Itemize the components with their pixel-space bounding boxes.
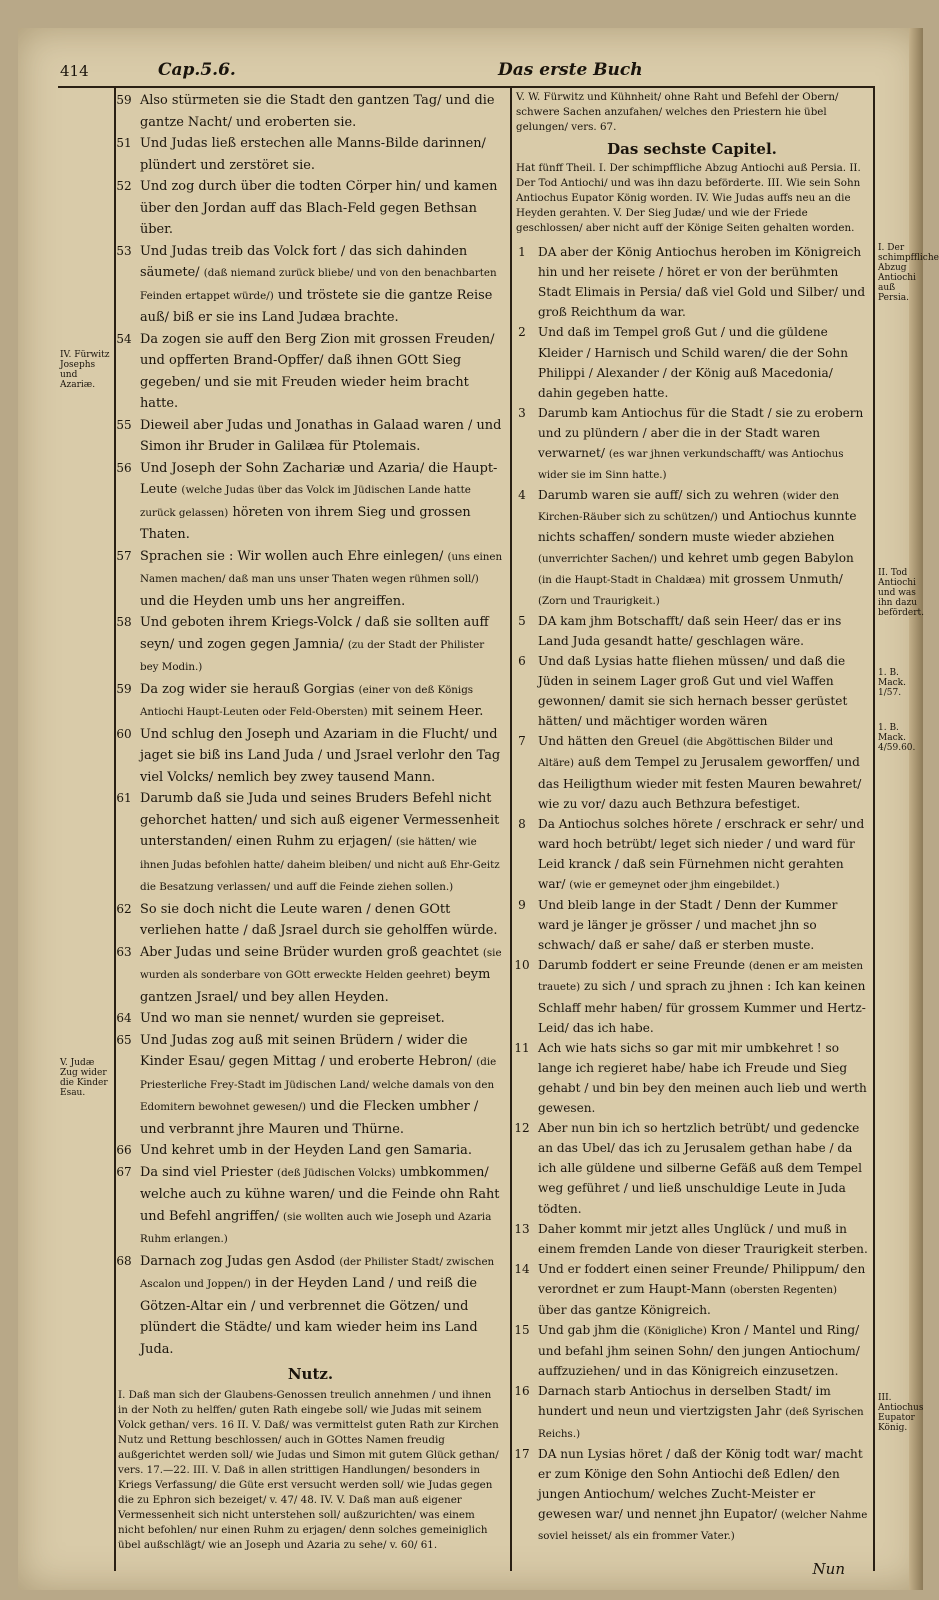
chapter-label: Cap.5.6. <box>158 60 236 80</box>
margin-note-text: V. Judæ Zug wider die Kinder Esau. <box>60 1058 108 1098</box>
verse <box>516 403 868 485</box>
verse-text: Darumb waren sie auff/ sich zu wehren <box>538 488 779 503</box>
left-margin-rule <box>114 86 116 1571</box>
verse <box>516 814 868 895</box>
margin-note-6 <box>878 723 918 753</box>
margin-note-text: II. Tod Antiochi und was ihn dazu befördert. <box>878 568 925 618</box>
margin-note-5 <box>878 668 918 698</box>
verse-text: Also stürmeten sie die Stadt den gantzen Tag/ und die gantze Nacht/ und eroberten sie. <box>140 93 495 130</box>
verse <box>118 241 503 329</box>
verse-text: Da Antiochus solches hörete / erschrack er sehr/ und ward hoch betrübt/ leget sich nieder / und ward für Leid kranck / daß sein Fürnehmen nicht gerahten war/ <box>538 816 865 891</box>
chapter-summary: Hat fünff Theil. I. Der schimpffliche Abzug Antiochi auß Persia. II. Der Tod Antiochi/ und was ihn dazu beförderte. III. Wie sein Sohn Antiochus Eupator König worden. IV. Wie Judas auffs neu an die Heyden gerahten. V. Der Sieg Judæ/ und wie der Friede geschlossen/ aber nicht auff der Könige Seiten gehalten worden. <box>516 162 861 235</box>
verse-gloss: (sie hätten/ wie ihnen Judas befohlen hatte/ daheim bleiben/ und nicht auß Ehr-Geitz die Besatzung verlassen/ und auff die Feinde ziehen sollen.) <box>140 836 500 893</box>
verse-text: Ach wie hats sichs so gar mit mir umbkehret ! so lange ich regieret habe/ habe ich Freude und Sieg gehabt / und bin bey den meinen auch lieb und werth gewesen. <box>538 1040 867 1116</box>
verse-text: Da zog wider sie herauß Gorgias <box>140 681 355 697</box>
verse-number: 7 <box>518 734 526 749</box>
margin-note-text: I. Der schimpffliche Abzug Antiochi auß Persia. <box>878 243 939 303</box>
verse-gloss: (einer von deß Königs Antiochi Haupt-Leuten oder Feld-Obersten) <box>140 683 474 718</box>
verse-number: 56 <box>116 460 132 475</box>
verse-number: 58 <box>116 615 132 629</box>
verse-text: Kron / Mantel und Ring/ und befahl jhm seinen Sohn/ den jungen Antiochum/ auffzuziehen/ und in das Königreich einzusetzen. <box>538 1323 860 1379</box>
verse <box>118 1162 503 1251</box>
verse-number: 67 <box>116 1164 132 1179</box>
margin-note-2 <box>60 1058 110 1098</box>
catchword: Nun <box>812 1560 845 1578</box>
verse-text: höreten von ihrem Sieg und grossen Thaten. <box>140 504 471 542</box>
verse-number: 16 <box>514 1384 530 1399</box>
verse-text: Und Judas ließ erstechen alle Manns-Bilde darinnen/ plündert und zerstöret sie. <box>140 136 486 173</box>
verse-text: Aber nun bin ich so hertzlich betrübt/ und gedencke an das Ubel/ das ich zu Jerusalem gethan habe / da ich alle güldene und silberne Gefäß auß dem Tempel weg geführet / und ließ unschuldige Leute in Juda tödten. <box>538 1121 862 1216</box>
verse-number: 52 <box>116 179 132 193</box>
verse-text: Und gab jhm die <box>538 1323 640 1338</box>
verse <box>118 90 503 133</box>
verse-text: Aber Judas und seine Brüder wurden groß geachtet <box>140 944 479 960</box>
verse <box>118 176 503 241</box>
verse-number: 8 <box>518 816 526 831</box>
verse-text: umbkommen/ welche auch zu kühne waren/ und die Feinde ohn Raht und Befehl angriffen/ <box>140 1164 500 1224</box>
verse-gloss: (welche Judas über das Volck im Jüdischen Lande hatte zurück gelassen) <box>140 484 471 519</box>
verse-text: So sie doch nicht die Leute waren / denen GOtt verliehen hatte / daß Jsrael durch sie geholffen würde. <box>140 901 498 938</box>
verse-gloss: (daß niemand zurück bliebe/ und von den benachbarten Feinden ertappet würde/) <box>140 267 497 302</box>
verse-text: und kehret umb gegen Babylon <box>660 550 854 565</box>
verse-text: Und Judas treib das Volck fort / das sich dahinden säumete/ <box>140 243 468 280</box>
verse-number: 11 <box>514 1040 530 1055</box>
verse-text: beym gantzen Jsrael/ und bey allen Heyden. <box>140 967 491 1005</box>
verse-text: und Antiochus kunnte nichts schaffen/ sondern muste wieder abziehen <box>538 509 857 545</box>
verse-number: 53 <box>116 243 132 258</box>
verse-text: Und geboten ihrem Kriegs-Volck / daß sie sollten auff seyn/ und zogen gegen Jamnia/ <box>140 615 489 652</box>
verse-text: Daher kommt mir jetzt alles Unglück / und muß in einem fremden Lande von dieser Traurigkeit sterben. <box>538 1221 868 1256</box>
verse <box>516 731 868 813</box>
verse <box>118 942 503 1009</box>
verse-text: Und er foddert einen seiner Freunde/ Philippum/ den verordnet er zum Haupt-Mann <box>538 1261 866 1296</box>
verse-text: Und bleib lange in der Stadt / Denn der Kummer ward je länger je grösser / und machet jhn so schwach/ daß er sahe/ daß er sterben muste. <box>538 898 838 953</box>
verse-text: mit grossem Unmuth/ <box>709 571 843 586</box>
verse <box>118 415 503 458</box>
verse-text: DA kam jhm Botschafft/ daß sein Heer/ das er ins Land Juda gesandt hatte/ geschlagen wäre. <box>538 613 842 648</box>
verse-gloss: (uns einen Namen machen/ daß man uns unser Thaten wegen rühmen soll/) <box>140 550 503 585</box>
verse-text: DA nun Lysias höret / daß der König todt war/ macht er zum Könige den Sohn Antiochi deß Edlen/ den jungen Antiochum/ welches Zucht-Meister er gewesen war/ und nennet jhn Eupator/ <box>538 1446 863 1521</box>
verse-number: 66 <box>116 1143 132 1157</box>
left-column <box>118 90 503 1553</box>
verse-number: 3 <box>518 405 526 420</box>
book-page <box>18 28 939 1590</box>
verse <box>118 1008 503 1030</box>
verse-number: 55 <box>116 417 132 432</box>
verse-gloss: (welcher Nahme soviel heisset/ als ein frommer Vater.) <box>538 1508 868 1542</box>
verse-text: und tröstete sie die gantze Reise auß/ biß er sie ins Land Judæa brachte. <box>140 287 493 325</box>
verse <box>118 1251 503 1361</box>
nutz-text: I. Daß man sich der Glaubens-Genossen treulich annehmen / und ihnen in der Noth zu helffen/ guten Rath eingebe soll/ wie Judas mit seinem Volck gethan/ vers. 16 II. V. Daß/ was vermittelst guten Rath zur Kirchen Nutz und Rettung beschlossen/ auch in GOttes Namen freudig außgerichtet werden soll/ wie Judas und Simon mit gutem Glück gethan/ vers. 17.—22. III. V. Daß in allen strittigen Handlungen/ besonders in Kriegs Verfassung/ die Güte erst versucht werden soll/ wie Judas gegen die zu Ephron sich bezeiget/ v. 47/ 48. IV. V. Daß man auß eigener Vermessenheit sich nicht unterstehen soll/ außzurichten/ was einem nicht befohlen/ nur einen Ruhm zu erjagen/ denn solches gemeiniglich übel außschlägt/ wie an Joseph und Azaria zu sehe/ v. 60/ 61. <box>118 1388 499 1551</box>
verse-gloss: (es war jhnen verkundschafft/ was Antiochus wider sie im Sinn hatte.) <box>538 448 844 482</box>
verse-number: 10 <box>514 958 530 973</box>
verse-text: Und Judas zog auß mit seinen Brüdern / wider die Kinder Esau/ gegen Mittag / und eroberte Hebron/ <box>140 1032 473 1069</box>
verse-number: 60 <box>116 726 132 741</box>
verse-number: 65 <box>116 1032 132 1047</box>
right-column <box>516 90 868 1546</box>
verse-gloss: (die Abgöttischen Bilder und Altäre) <box>538 736 834 770</box>
verse-text: Darumb kam Antiochus für die Stadt / sie zu erobern und zu plündern / aber die in der Stadt waren verwarnet/ <box>538 405 864 461</box>
margin-note-3 <box>878 243 939 303</box>
verse-text: Und wo man sie nennet/ wurden sie gepreiset. <box>140 1011 445 1026</box>
verse <box>118 1140 503 1162</box>
verse-text: Und zog durch über die todten Cörper hin/ und kamen über den Jordan auff das Blach-Feld gegen Bethsan über. <box>140 179 498 237</box>
verse-text: Darumb foddert er seine Freunde <box>538 958 746 973</box>
verse <box>118 679 503 724</box>
verse-gloss: (in die Haupt-Stadt in Chaldæa) <box>538 573 706 586</box>
verse-text: DA aber der König Antiochus heroben im Königreich hin und her reisete / höret er von der berühmten Stadt Elimais in Persia/ daß viel Gold und Silber/ und groß Reichthum da war. <box>538 245 866 320</box>
margin-note-text: III. Antiochus Eupator König. <box>878 1393 924 1433</box>
verse <box>516 955 868 1037</box>
right-margin-rule <box>873 86 875 1571</box>
verse <box>516 1381 868 1443</box>
verse-text: Darnach starb Antiochus in derselben Stadt/ im hundert und neun und viertzigsten Jahr <box>538 1384 831 1419</box>
verse-text: in der Heyden Land / und reiß die Götzen-Altar ein / und verbrennet die Götzen/ und plündert die Städte/ und kam wieder heim ins Land Juda. <box>140 1276 478 1357</box>
verse <box>118 133 503 176</box>
verse-number: 63 <box>116 944 132 959</box>
verse-number: 62 <box>116 901 132 916</box>
margin-note-4 <box>878 568 925 618</box>
verse <box>516 1444 868 1546</box>
verse <box>516 1320 868 1381</box>
verse-number: 54 <box>116 331 132 346</box>
margin-note-text: IV. Fürwitz Josephs und Azariæ. <box>60 350 110 390</box>
verse-number: 4 <box>518 488 526 503</box>
verse-number: 6 <box>518 653 526 668</box>
verse-gloss: (der Philister Stadt/ zwischen Ascalon und Joppen/) <box>140 1255 495 1290</box>
verse-number: 59 <box>116 93 132 107</box>
verse-number: 64 <box>116 1011 132 1025</box>
margin-note-7 <box>878 1393 924 1433</box>
verse <box>118 546 503 613</box>
book-title: Das erste Buch <box>498 60 643 80</box>
verse-number: 15 <box>514 1323 530 1338</box>
verse-text: über das gantze Königreich. <box>538 1302 711 1317</box>
verse <box>516 1259 868 1320</box>
verse-text: Darnach zog Judas gen Asdod <box>140 1253 336 1269</box>
verse-gloss: (Zorn und Traurigkeit.) <box>538 594 660 607</box>
verse-gloss: (unverrichter Sachen/) <box>538 552 657 565</box>
margin-note-text: 1. B. Mack. 4/59.60. <box>878 723 916 753</box>
verse <box>118 329 503 415</box>
verse-text: Und daß im Tempel groß Gut / und die güldene Kleider / Harnisch und Schild waren/ die der Sohn Philippi / Alexander / der König auß Macedonia/ dahin gegeben hatte. <box>538 325 848 400</box>
verse-text: Und hätten den Greuel <box>538 734 680 749</box>
verse-text: Und daß Lysias hatte fliehen müssen/ und daß die Jüden in seinem Lager groß Gut und viel Waffen gewonnen/ damit sie sich hernach besser gerüstet hätten/ und mächtiger worden wären <box>538 653 848 729</box>
verse <box>118 788 503 899</box>
verse-text: und die Flecken umbher / und verbrannt jhre Mauren und Thürne. <box>140 1099 479 1137</box>
verse <box>118 724 503 789</box>
verse-number: 68 <box>116 1253 132 1268</box>
verse <box>516 322 868 402</box>
top-note: V. W. Fürwitz und Kühnheit/ ohne Raht und Befehl der Obern/ schwere Sachen anzufahen/ welches den Priestern hie übel gelungen/ vers. 67. <box>516 91 839 133</box>
verse-gloss: (obersten Regenten) <box>729 1283 838 1296</box>
verse-text: auß dem Tempel zu Jerusalem geworffen/ und das Heiligthum wieder mit festen Mauren bewahret/ wie zu vor/ dazu auch Bethzura befestiget. <box>538 755 862 811</box>
header-rule <box>58 86 873 88</box>
verse-text: Da sind viel Priester <box>140 1164 273 1180</box>
verse-number: 57 <box>116 548 132 563</box>
verse-text: Darumb daß sie Juda und seines Bruders Befehl nicht gehorchet hatten/ und sich auß eigener Vermessenheit unterstanden/ einen Ruhm zu erjagen/ <box>140 791 500 849</box>
verse-gloss: (die Priesterliche Frey-Stadt im Jüdischen Land/ welche damals von den Edomitern bewohnet gewesen/) <box>140 1056 497 1113</box>
verse-number: 51 <box>116 136 132 150</box>
verse-number: 14 <box>514 1261 530 1276</box>
verse-gloss: (deß Syrischen Reichs.) <box>538 1406 864 1440</box>
verse-gloss: (Königliche) <box>643 1325 707 1338</box>
margin-note-1 <box>60 350 110 390</box>
page-header <box>58 58 863 84</box>
verse-gloss: (denen er am meisten trauete) <box>538 960 863 994</box>
verse-number: 5 <box>518 613 526 628</box>
verse-gloss: (wie er gemeynet oder jhm eingebildet.) <box>569 879 780 891</box>
right-verses <box>516 242 868 1546</box>
page-number: 414 <box>60 62 89 80</box>
verse-gloss: (deß Jüdischen Volcks) <box>277 1166 396 1179</box>
verse <box>118 1030 503 1141</box>
verse <box>118 612 503 679</box>
verse <box>118 458 503 546</box>
chapter-heading: Das sechste Capitel. <box>607 140 777 158</box>
nutz-heading: Nutz. <box>287 1365 334 1383</box>
verse <box>118 899 503 942</box>
verse-number: 12 <box>514 1121 530 1136</box>
verse-text: mit seinem Heer. <box>371 704 484 719</box>
verse-gloss: (zu der Stadt der Philister bey Modin.) <box>140 638 485 673</box>
left-verses <box>118 90 503 1360</box>
verse-text: Sprachen sie : Wir wollen auch Ehre einlegen/ <box>140 548 444 564</box>
verse-text: Dieweil aber Judas und Jonathas in Galaad waren / und Simon ihr Bruder in Galilæa für Ptolemais. <box>140 417 502 454</box>
verse <box>516 895 868 955</box>
margin-note-text: 1. B. Mack. 1/57. <box>878 668 906 698</box>
verse-number: 17 <box>514 1446 530 1461</box>
verse-gloss: (sie wurden als sonderbare von GOtt erweckte Helden geehret) <box>140 946 502 981</box>
verse-number: 2 <box>518 325 526 340</box>
verse <box>516 242 868 322</box>
verse-text: Und kehret umb in der Heyden Land gen Samaria. <box>140 1143 472 1158</box>
verse-text: Und Joseph der Sohn Zachariæ und Azaria/ die Haupt-Leute <box>140 460 498 497</box>
verse-number: 9 <box>518 898 526 913</box>
verse-number: 1 <box>518 245 526 260</box>
verse-number: 13 <box>514 1221 530 1236</box>
verse <box>516 611 868 651</box>
verse-gloss: (wider den Kirchen-Räuber sich zu schützen/) <box>538 490 839 524</box>
verse-text: zu sich / und sprach zu jhnen : Ich kan keinen Schlaff mehr haben/ für grossem Kummer und Hertz-Leid/ das ich habe. <box>538 979 866 1035</box>
verse <box>516 1038 868 1118</box>
verse-gloss: (sie wollten auch wie Joseph und Azaria Ruhm erlangen.) <box>140 1210 492 1245</box>
verse-text: Und schlug den Joseph und Azariam in die Flucht/ und jaget sie biß ins Land Juda / und Jsrael verlohr den Tag viel Volcks/ nemlich bey zwey tausend Mann. <box>140 726 501 785</box>
verse-number: 59 <box>116 681 132 696</box>
verse-text: Da zogen sie auff den Berg Zion mit grossen Freuden/ und opfferten Brand-Opffer/ daß ihnen GOtt Sieg gegeben/ und sie mit Freuden wieder heim bracht hatte. <box>140 331 495 411</box>
verse <box>516 485 868 611</box>
verse <box>516 1219 868 1259</box>
verse-text: und die Heyden umb uns her angreiffen. <box>140 593 406 609</box>
verse <box>516 651 868 731</box>
verse-number: 61 <box>116 791 132 805</box>
verse <box>516 1118 868 1218</box>
